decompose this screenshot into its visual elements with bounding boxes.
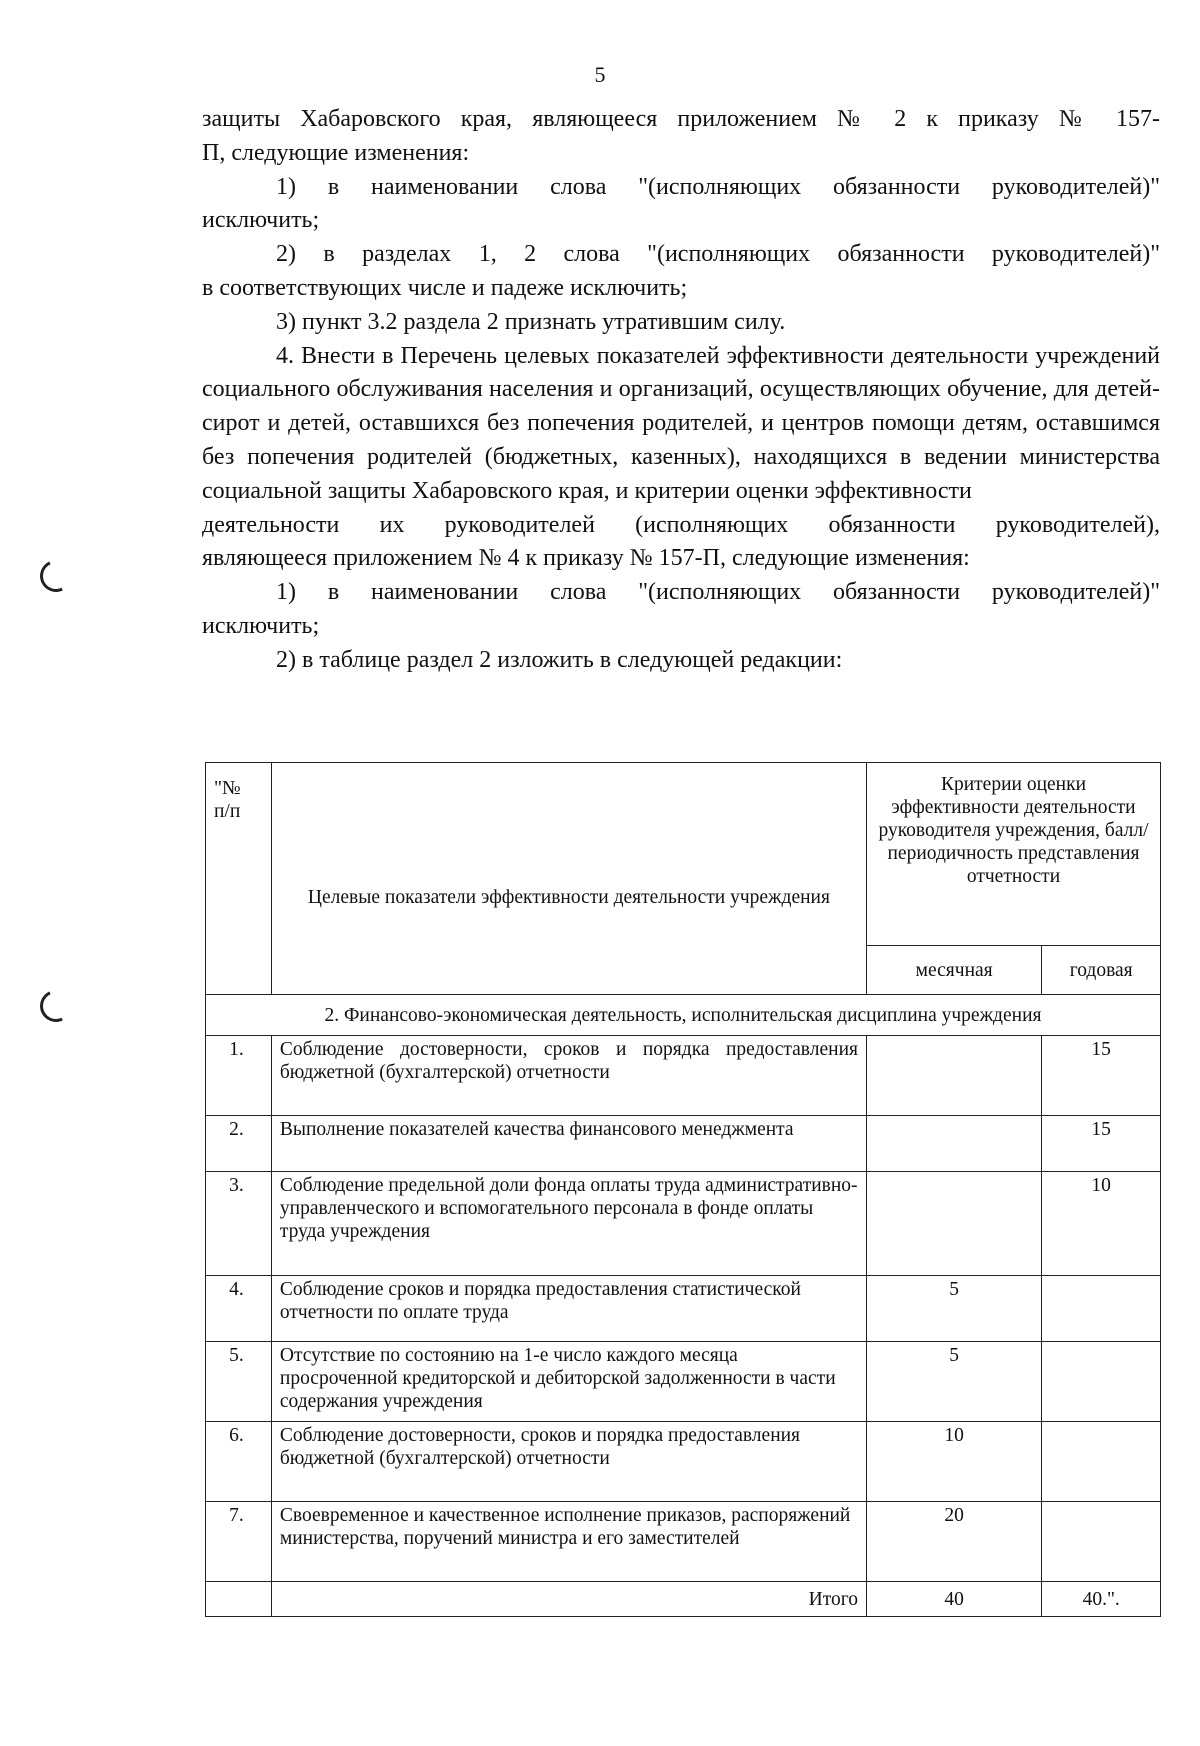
header-monthly: месячная — [866, 946, 1041, 995]
row-num: 5. — [206, 1342, 272, 1422]
table-row — [206, 1036, 1161, 1116]
paragraph: исключить; — [202, 612, 320, 639]
paragraph: П, следующие изменения: — [202, 139, 470, 166]
paragraph: деятельности их руководителей (исполняющих обязанности руководителей), — [202, 511, 1160, 538]
row-yearly — [1042, 1342, 1161, 1422]
paragraph: 1) в наименовании слова "(исполняющих обязанности руководителей)" — [276, 579, 1160, 606]
page-number: 5 — [594, 62, 606, 87]
paragraph: 1) в наименовании слова "(исполняющих обязанности руководителей)" — [276, 173, 1160, 200]
total-num-empty — [206, 1582, 272, 1617]
header-criteria: Критерии оценки эффективности деятельности руководителя учреждения, балл/периодичность представления отчетности — [866, 763, 1160, 946]
table-row — [206, 1172, 1161, 1276]
row-num: 7. — [206, 1502, 272, 1582]
punch-hole-mark — [35, 555, 76, 596]
row-num: 3. — [206, 1172, 272, 1276]
header-num: "№ п/п — [206, 763, 272, 995]
paragraph: 2) в разделах 1, 2 слова "(исполняющих обязанности руководителей)" — [276, 241, 1160, 268]
punch-hole-mark — [35, 985, 76, 1026]
row-num: 1. — [206, 1036, 272, 1116]
row-monthly — [866, 1036, 1041, 1116]
table-header-row — [206, 763, 1161, 946]
row-num: 2. — [206, 1116, 272, 1172]
total-monthly: 40 — [866, 1582, 1041, 1617]
row-text: Отсутствие по состоянию на 1-е число каждого месяца просроченной кредиторской и дебиторской задолженности в части содержания учреждения — [271, 1342, 866, 1422]
row-text: Соблюдение сроков и порядка предоставления статистической отчетности по оплате труда — [271, 1276, 866, 1342]
paragraph: 2) в таблице раздел 2 изложить в следующей редакции: — [276, 646, 843, 673]
row-text: Выполнение показателей качества финансового менеджмента — [271, 1116, 866, 1172]
section-row — [206, 995, 1161, 1036]
paragraph: защиты Хабаровского края, являющееся приложением № 2 к приказу № 157- — [202, 106, 1160, 132]
table-row — [206, 1502, 1161, 1582]
header-indicator: Целевые показатели эффективности деятельности учреждения — [271, 763, 866, 995]
row-text: Соблюдение предельной доли фонда оплаты труда административно-управленческого и вспомогательного персонала в фонде оплаты труда учреждения — [271, 1172, 866, 1276]
row-monthly — [866, 1116, 1041, 1172]
body-text — [202, 103, 1160, 678]
table-row — [206, 1422, 1161, 1502]
paragraph: в соответствующих числе и падеже исключить; — [202, 274, 688, 301]
row-yearly: 15 — [1042, 1116, 1161, 1172]
row-yearly — [1042, 1276, 1161, 1342]
criteria-table — [205, 762, 1161, 1617]
table-row — [206, 1116, 1161, 1172]
total-row — [206, 1582, 1161, 1617]
row-text: Соблюдение достоверности, сроков и порядка предоставления бюджетной (бухгалтерской) отчетности — [271, 1422, 866, 1502]
total-yearly: 40.". — [1042, 1582, 1161, 1617]
total-label: Итого — [271, 1582, 866, 1617]
table-row — [206, 1276, 1161, 1342]
row-monthly: 5 — [866, 1276, 1041, 1342]
row-monthly: 5 — [866, 1342, 1041, 1422]
row-yearly — [1042, 1502, 1161, 1582]
row-yearly — [1042, 1422, 1161, 1502]
row-yearly: 10 — [1042, 1172, 1161, 1276]
row-text: Соблюдение достоверности, сроков и порядка предоставления бюджетной (бухгалтерской) отчетности — [271, 1036, 866, 1116]
row-num: 4. — [206, 1276, 272, 1342]
row-monthly — [866, 1172, 1041, 1276]
row-monthly: 20 — [866, 1502, 1041, 1582]
paragraph: исключить; — [202, 207, 320, 234]
paragraph: являющееся приложением № 4 к приказу № 157-П, следующие изменения: — [202, 545, 970, 572]
row-num: 6. — [206, 1422, 272, 1502]
paragraph-item-4: 4. Внести в Перечень целевых показателей эффективности деятельности учреждений социального обслуживания населения и организаций, осуществляющих обучение, для детей-сирот и детей, оставшихся без попечения родителей, и центров помощи детям, оставшимся без попечения родителей (бюджетных, казенных), находящихся в ведении министерства социальной защиты Хабаровского края, и критерии оценки эффективности — [202, 342, 1160, 504]
paragraph: 3) пункт 3.2 раздела 2 признать утратившим силу. — [276, 308, 786, 335]
row-monthly: 10 — [866, 1422, 1041, 1502]
table-row — [206, 1342, 1161, 1422]
section-title: 2. Финансово-экономическая деятельность, исполнительская дисциплина учреждения — [206, 995, 1161, 1036]
header-yearly: годовая — [1042, 946, 1161, 995]
row-text: Своевременное и качественное исполнение приказов, распоряжений министерства, поручений министра и его заместителей — [271, 1502, 866, 1582]
row-yearly: 15 — [1042, 1036, 1161, 1116]
